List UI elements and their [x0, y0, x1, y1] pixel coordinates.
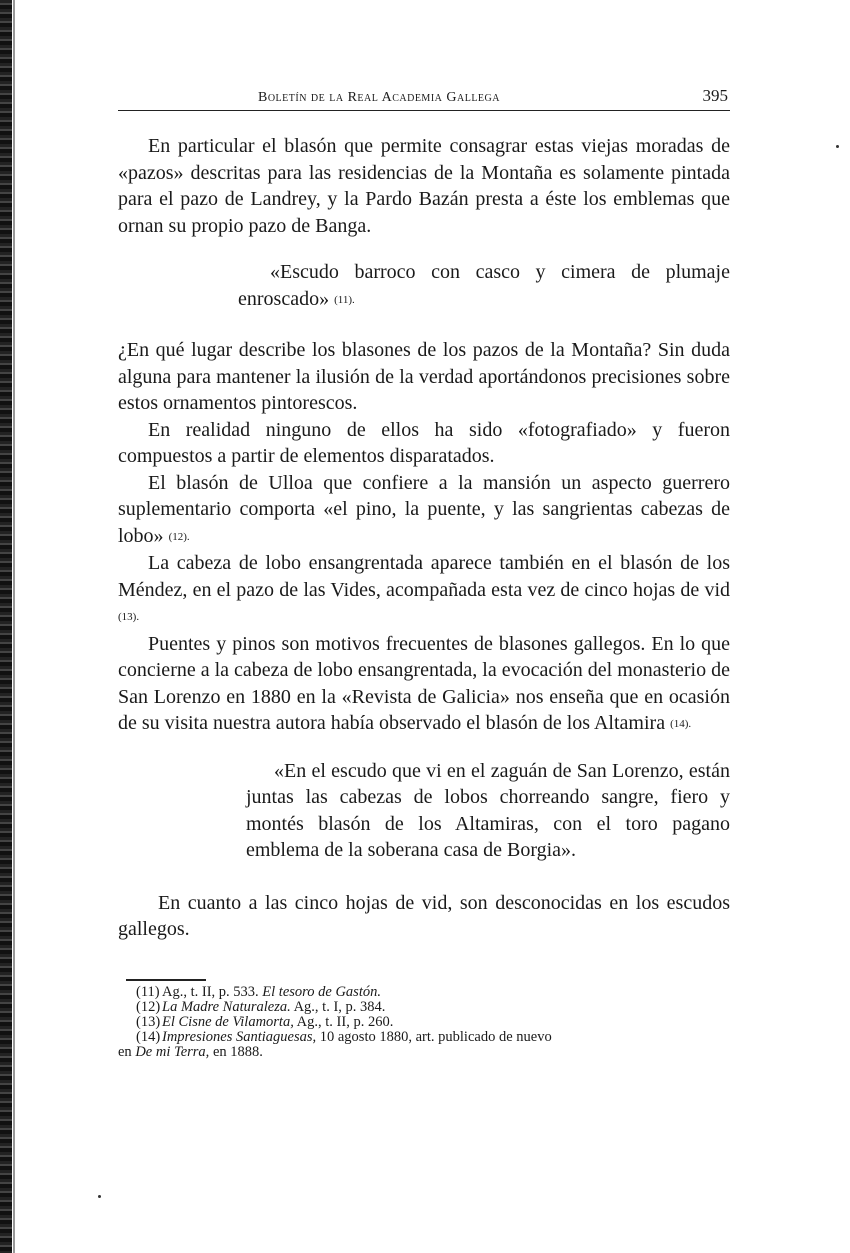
footnote-continuation: [118, 1045, 730, 1060]
paragraph: En cuanto a las cinco hojas de vid, son desconocidas en los escudos gallegos.: [118, 891, 730, 940]
footnote-ref: (12).: [168, 530, 190, 543]
footnote-title: Impresiones Santiaguesas,: [162, 1028, 317, 1045]
footnote: [136, 985, 730, 1000]
block-quote: [238, 259, 730, 313]
footnote-title: La Madre Naturaleza.: [162, 998, 291, 1015]
binding-shadow: [13, 0, 15, 1253]
page: [118, 82, 730, 1060]
footnote-number: (11): [136, 983, 160, 1000]
paragraph-text: El blasón de Ulloa que confiere a la mansión un aspecto guerrero suplementario comporta «el pino, la puente, y las sangrientas cabezas de lobo»: [118, 471, 730, 547]
footnote-title: De mi Terra,: [135, 1043, 210, 1060]
footnote-text: Ag., t. I, p. 384.: [290, 998, 386, 1015]
footnote-text: Ag., t. II, p. 260.: [293, 1013, 394, 1030]
footnote-title: El Cisne de Vilamorta,: [162, 1013, 294, 1030]
quote-text: «Escudo barroco con casco y cimera de plumaje enroscado»: [238, 261, 730, 310]
page-number: 395: [702, 86, 728, 105]
footnotes: [118, 983, 730, 1060]
footnote-number: (14): [136, 1028, 161, 1045]
paragraph: En realidad ninguno de ellos ha sido «fotografiado» y fueron compuestos a partir de elementos disparatados.: [118, 418, 730, 467]
footnote-text: en: [118, 1043, 136, 1060]
running-header: [118, 82, 730, 111]
paragraph: ¿En qué lugar describe los blasones de los pazos de la Montaña? Sin duda alguna para mantener la ilusión de la verdad aportándonos precisiones sobre estos ornamentos pintorescos.: [118, 339, 730, 414]
footnote-title: El tesoro de Gastón.: [262, 983, 381, 1000]
footnote: [136, 1030, 730, 1045]
running-title: Boletín de la Real Academia Gallega: [258, 90, 500, 105]
paragraph-text: La cabeza de lobo ensangrentada aparece también en el blasón de los Méndez, en el pazo de las Vides, acompañada esta vez de cinco hojas de vid: [118, 552, 730, 601]
footnote-text: Ag., t. II, p. 533.: [162, 983, 263, 1000]
speck: [98, 1195, 101, 1198]
footnote: [136, 1000, 730, 1015]
footnote-rule: [126, 979, 206, 981]
paragraph: [118, 470, 730, 551]
paragraph: [118, 550, 730, 631]
footnote-number: (12): [136, 998, 161, 1015]
speck: [836, 145, 839, 148]
footnote-text: en 1888.: [209, 1043, 263, 1060]
footnote: [136, 1015, 730, 1030]
footnote-text: 10 agosto 1880, art. publicado de nuevo: [316, 1028, 552, 1045]
footnote-ref: (13).: [118, 611, 140, 623]
footnote-ref: (14).: [670, 718, 692, 730]
paragraph-text: Puentes y pinos son motivos frecuentes de blasones gallegos. En lo que concierne a la cabeza de lobo ensangrentada, la evocación del monasterio de San Lorenzo en 1880 en la «Revista de Galicia» nos enseña que en ocasión de su visita nuestra autora había observado el blasón de los Altamira: [118, 632, 730, 734]
footnote-number: (13): [136, 1013, 161, 1030]
paragraph: [118, 631, 730, 738]
body-text: [118, 133, 730, 943]
binding-edge: [0, 0, 12, 1253]
block-quote: «En el escudo que vi en el zaguán de San Lorenzo, están juntas las cabezas de lobos chorreando sangre, fiero y montés blasón de los Altamiras, con el toro pagano emblema de la soberana casa de Borgia».: [246, 759, 730, 861]
paragraph: En particular el blasón que permite consagrar estas viejas moradas de «pazos» descritas para las residencias de la Montaña es solamente pintada para el pazo de Landrey, y la Pardo Bazán presta a éste los emblemas que ornan su propio pazo de Banga.: [118, 135, 730, 237]
footnote-ref: (11).: [334, 293, 355, 306]
